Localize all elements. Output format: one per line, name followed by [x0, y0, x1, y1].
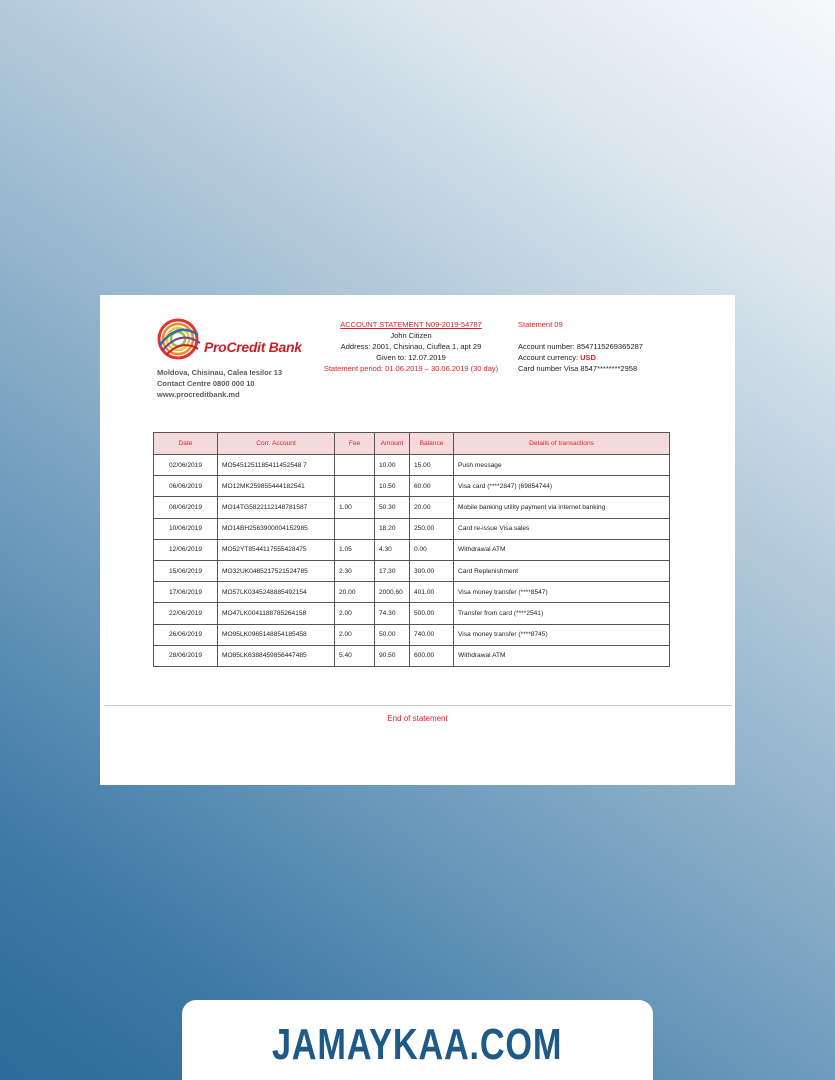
table-row [154, 455, 670, 476]
cell-balance: 0.00 [410, 539, 454, 560]
cell-balance: 401.00 [410, 582, 454, 603]
header-amount: Amount [375, 433, 410, 455]
cell-amount: 4.30 [375, 539, 410, 560]
cell-corr-account: MO57LK0345248885492154 [218, 582, 335, 603]
cell-corr-account: MO5451251185411452548 7 [218, 455, 335, 476]
currency-value: USD [580, 353, 596, 362]
cell-amount: 10.50 [375, 476, 410, 497]
cell-details: Transfer from card (****2541) [454, 603, 670, 624]
cell-fee: 5.40 [335, 645, 375, 666]
header-date: Date [154, 433, 218, 455]
bank-contact: Contact Centre 0800 000 10 [157, 379, 255, 388]
customer-name: John Citizen [390, 331, 432, 340]
cell-details: Card re-issue Visa sales [454, 518, 670, 539]
bank-website: www.procreditbank.md [157, 390, 240, 399]
cell-corr-account: MO14TG5822112148781587 [218, 497, 335, 518]
watermark-text: JAMAYKAA.COM [272, 1020, 563, 1069]
account-currency: Account currency: USD [518, 353, 596, 362]
cell-date: 02/06/2019 [154, 455, 218, 476]
header-fee: Fee [335, 433, 375, 455]
cell-amount: 90.50 [375, 645, 410, 666]
cell-balance: 300.00 [410, 560, 454, 581]
cell-fee: 1.05 [335, 539, 375, 560]
cell-date: 17/06/2019 [154, 582, 218, 603]
cell-fee: 2.00 [335, 624, 375, 645]
cell-amount: 18.20 [375, 518, 410, 539]
table-row [154, 497, 670, 518]
cell-date: 06/06/2019 [154, 476, 218, 497]
cell-fee: 2.30 [335, 560, 375, 581]
cell-details: Visa money transfer (****8745) [454, 624, 670, 645]
header-details: Details of transactions [454, 433, 670, 455]
procredit-logo-icon [156, 315, 204, 363]
transactions-table [153, 432, 670, 667]
cell-corr-account: MO32UK0485217521524785 [218, 560, 335, 581]
cell-date: 15/06/2019 [154, 560, 218, 581]
account-info [518, 319, 643, 374]
cell-details: Visa money transfer (****8547) [454, 582, 670, 603]
table-header-row [154, 433, 670, 455]
bank-name: ProCredit Bank [204, 339, 302, 355]
cell-fee [335, 476, 375, 497]
cell-date: 28/06/2019 [154, 645, 218, 666]
statement-period: Statement period: 01.06.2019 – 30.06.2019 (30 day) [323, 364, 499, 373]
table-row [154, 560, 670, 581]
cell-balance: 500.00 [410, 603, 454, 624]
cell-corr-account: MO52YT8544117555428475 [218, 539, 335, 560]
cell-fee: 20.00 [335, 582, 375, 603]
statement-number: Statement 09 [518, 320, 563, 329]
cell-details: Visa card (****2847) (69854744) [454, 476, 670, 497]
cell-amount: 17.30 [375, 560, 410, 581]
customer-address: Address: 2001, Chisinau, Ciuflea 1, apt 29 [340, 342, 482, 351]
cell-corr-account: MO85LK6388459856447485 [218, 645, 335, 666]
table-row [154, 518, 670, 539]
cell-amount: 50.00 [375, 624, 410, 645]
cell-fee: 2.00 [335, 603, 375, 624]
bank-statement-document [100, 295, 735, 785]
watermark-banner [182, 1000, 653, 1080]
table-row [154, 582, 670, 603]
table-row [154, 645, 670, 666]
cell-date: 12/06/2019 [154, 539, 218, 560]
table-row [154, 476, 670, 497]
cell-details: Withdrawal ATM [454, 539, 670, 560]
cell-details: Push message [454, 455, 670, 476]
statement-title: ACCOUNT STATEMENT N09-2019-54787 [340, 320, 482, 329]
header-balance: Balance [410, 433, 454, 455]
cell-amount: 2000.60 [375, 582, 410, 603]
cell-date: 22/06/2019 [154, 603, 218, 624]
cell-balance: 740.00 [410, 624, 454, 645]
header-corr-account: Corr. Account [218, 433, 335, 455]
cell-details: Withdrawal ATM [454, 645, 670, 666]
table-row [154, 624, 670, 645]
cell-date: 08/06/2019 [154, 497, 218, 518]
card-number: Card number Visa 8547********2958 [518, 364, 638, 373]
cell-corr-account: MO47LK0041188785264158 [218, 603, 335, 624]
cell-corr-account: MO95LK0965148854185458 [218, 624, 335, 645]
end-of-statement: End of statement [387, 714, 448, 723]
bank-address: Moldova, Chisinau, Calea Iesilor 13 [157, 368, 283, 377]
cell-amount: 74.30 [375, 603, 410, 624]
cell-fee: 1.00 [335, 497, 375, 518]
cell-balance: 60.00 [410, 476, 454, 497]
cell-details: Card Replenishment [454, 560, 670, 581]
cell-fee [335, 455, 375, 476]
cell-corr-account: MO14BH2563900004152985 [218, 518, 335, 539]
table-row [154, 603, 670, 624]
cell-balance: 15.00 [410, 455, 454, 476]
cell-balance: 250.00 [410, 518, 454, 539]
cell-balance: 20.00 [410, 497, 454, 518]
cell-amount: 50.30 [375, 497, 410, 518]
cell-date: 10/06/2019 [154, 518, 218, 539]
account-number: Account number: 8547115269365287 [518, 342, 643, 351]
given-to: Given to: 12.07.2019 [376, 353, 446, 362]
cell-details: Mobile banking utility payment via internet banking [454, 497, 670, 518]
table-row [154, 539, 670, 560]
statement-info [306, 319, 516, 374]
divider [104, 705, 732, 706]
cell-corr-account: MO12MK259855444182541 [218, 476, 335, 497]
cell-date: 26/06/2019 [154, 624, 218, 645]
cell-balance: 600.00 [410, 645, 454, 666]
cell-amount: 10.00 [375, 455, 410, 476]
cell-fee [335, 518, 375, 539]
